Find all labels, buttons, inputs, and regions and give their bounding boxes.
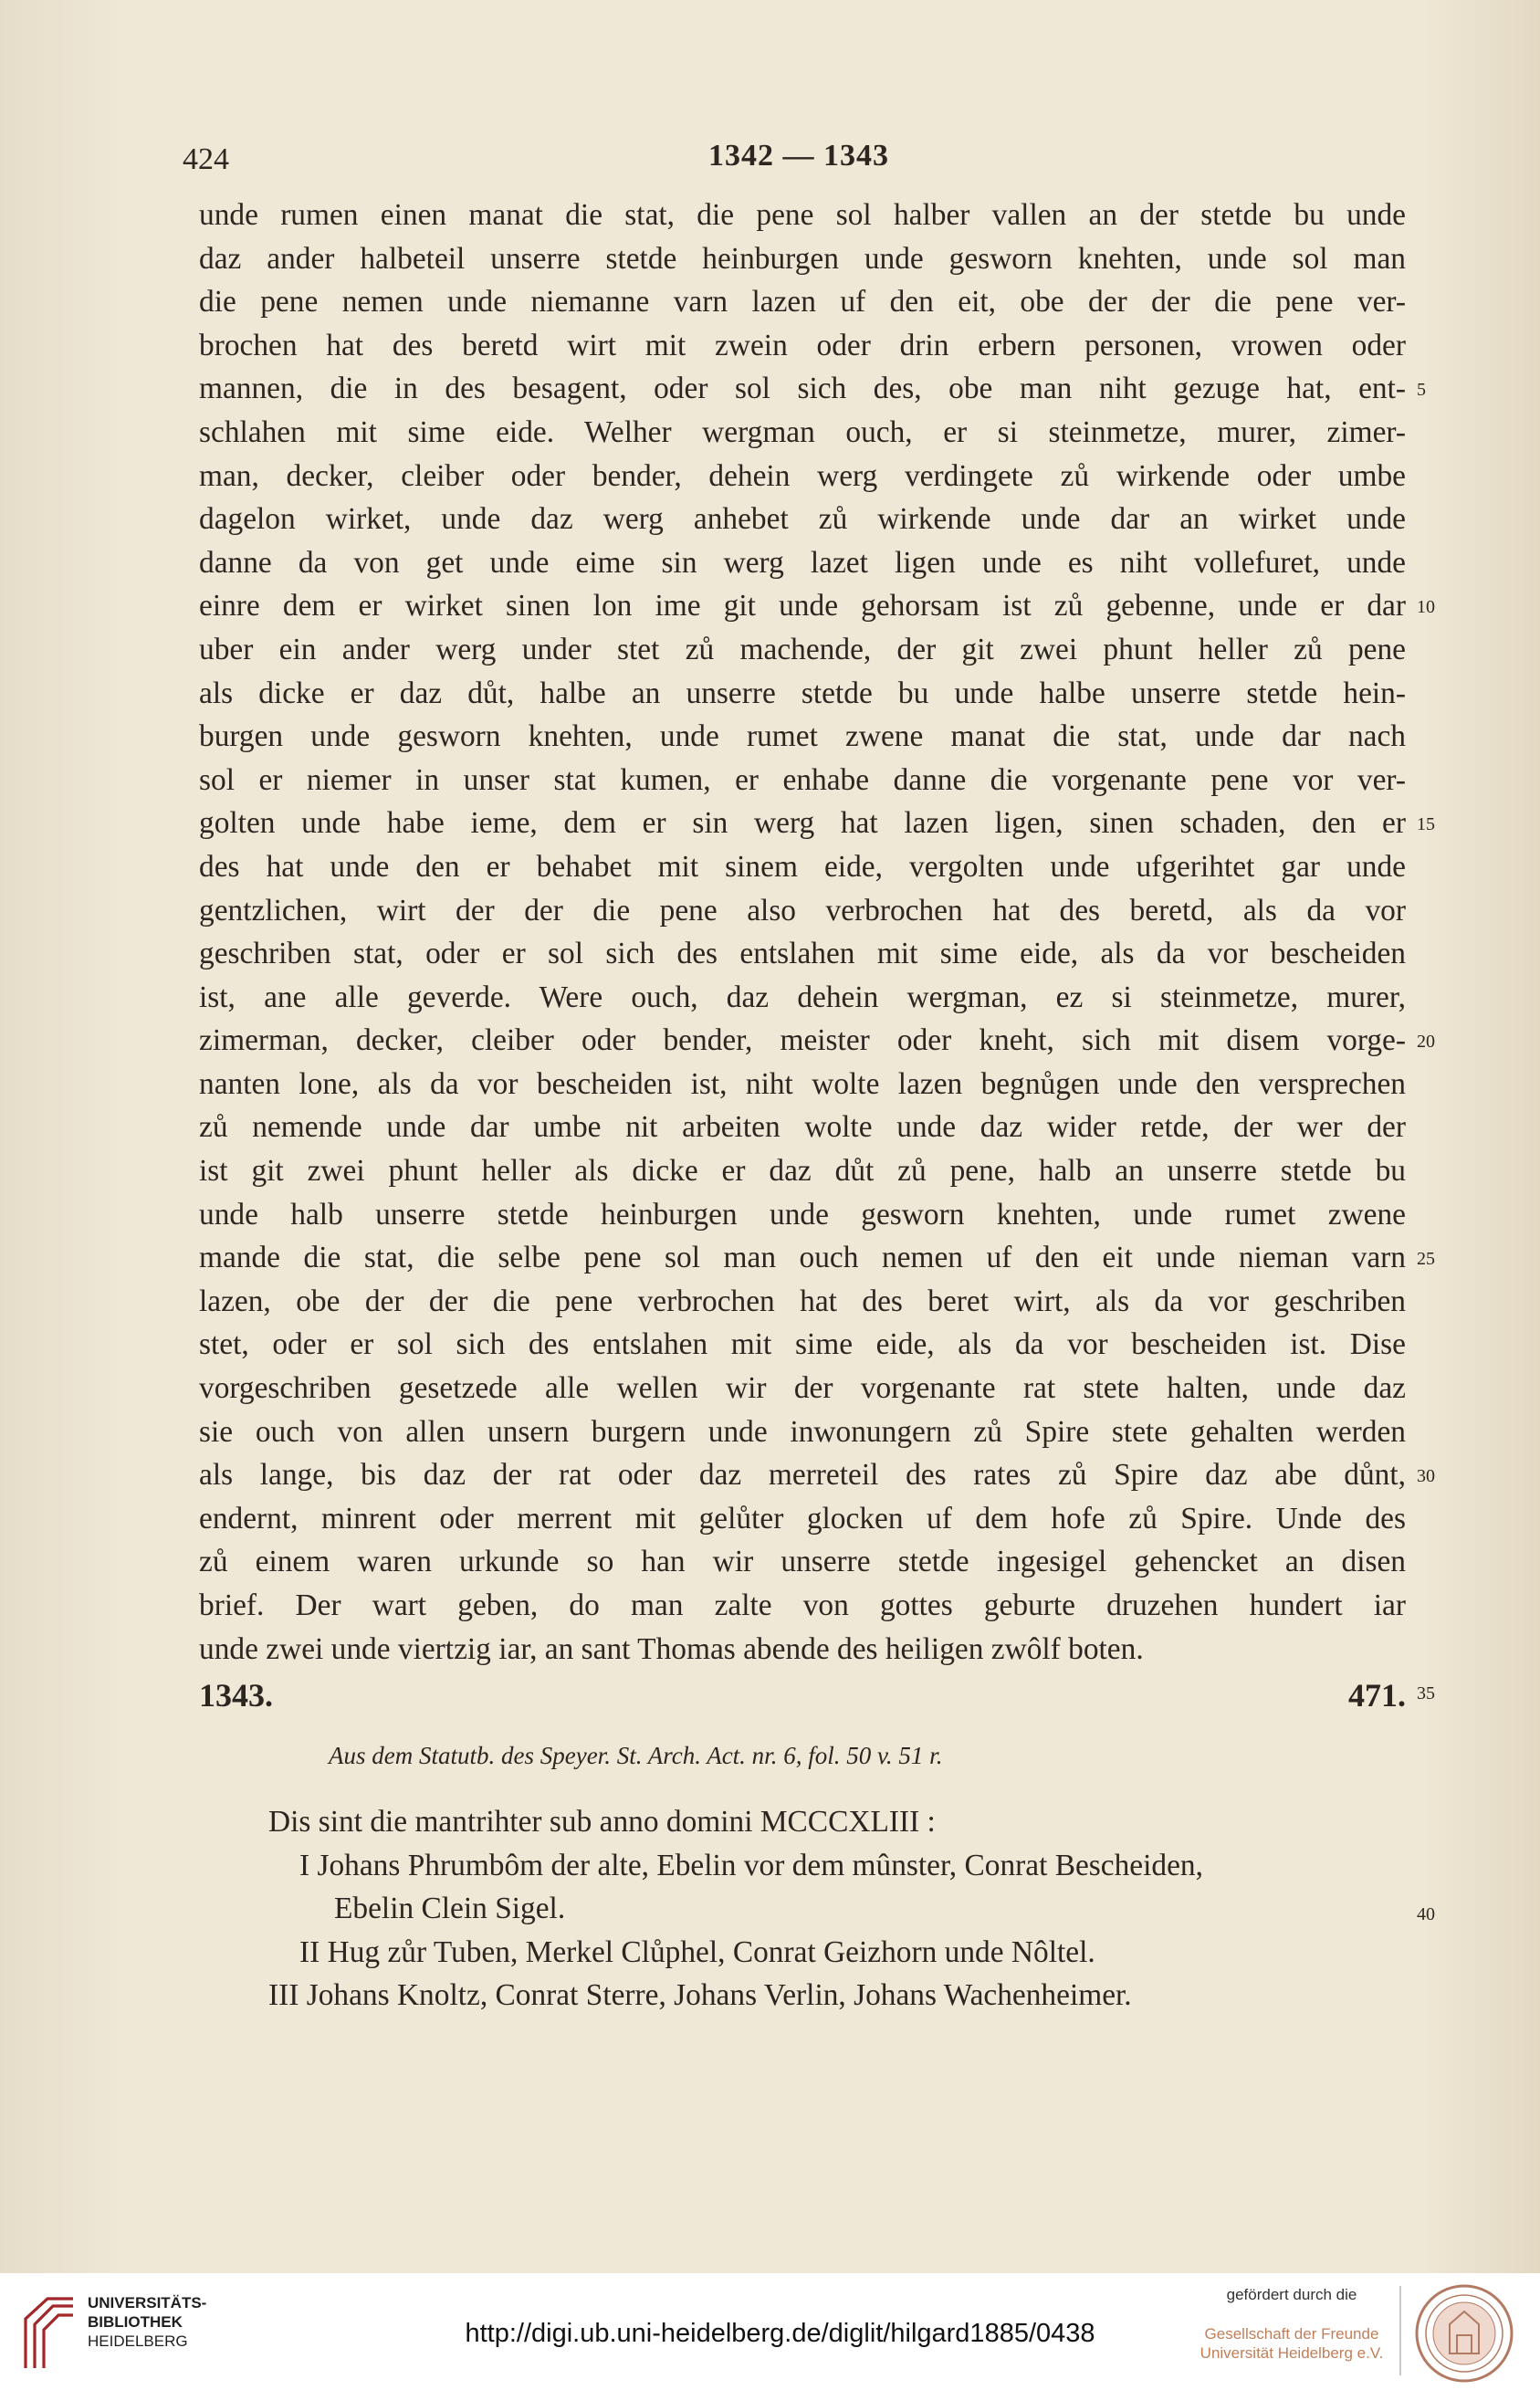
text-line: unde rumen einen manat die stat, die pene sol halber vallen an der stetde bu unde — [199, 198, 1406, 232]
list-item: Ebelin Clein Sigel. — [334, 1892, 566, 1925]
text-line: sie ouch von allen unsern burgern unde inwonungern zů Spire stete gehalten werden — [199, 1414, 1406, 1449]
sponsor-by: gefördert durch die — [1226, 2286, 1357, 2303]
text-line: einre dem er wirket sinen lon ime git unde gehorsam ist zů gebenne, unde er dar — [199, 589, 1406, 624]
running-header — [183, 139, 1415, 184]
text-line: golten unde habe ieme, dem er sin werg hat lazen ligen, sinen schaden, den er — [199, 806, 1406, 841]
list-item: II Hug zůr Tuben, Merkel Clůphel, Conrat Geizhorn unde Nôltel. — [299, 1934, 1095, 1969]
sponsor-block — [1182, 2286, 1401, 2363]
main-text-block — [199, 194, 1406, 1671]
line-number-20: 20 — [1417, 1032, 1435, 1052]
line-number-5: 5 — [1417, 380, 1426, 400]
permalink-url[interactable]: http://digi.ub.uni-heidelberg.de/diglit/hilgard1885/0438 — [465, 2319, 1095, 2348]
list-item: I Johans Phrumbôm der alte, Ebelin vor dem mûnster, Conrat Bescheiden, — [299, 1848, 1203, 1882]
text-line: des hat unde den er behabet mit sinem eide, vergolten unde ufgerihtet gar unde — [199, 849, 1406, 884]
document-year: 1343. — [199, 1677, 273, 1714]
text-line: unde halb unserre stetde heinburgen unde gesworn knehten, unde rumet zwene — [199, 1197, 1406, 1232]
text-line: zimerman, decker, cleiber oder bender, meister oder kneht, sich mit disem vorge- — [199, 1023, 1406, 1058]
text-line: sol er niemer in unser stat kumen, er enhabe danne die vorgenante pene vor ver- — [199, 762, 1406, 797]
text-line: mannen, die in des besagent, oder sol sich des, obe man niht gezuge hat, ent- — [199, 372, 1406, 406]
document-heading — [199, 1676, 1406, 1724]
line-number-10: 10 — [1417, 597, 1435, 617]
text-line: nanten lone, als da vor bescheiden ist, niht wolte lazen begnůgen unde den versprechen — [199, 1066, 1406, 1101]
text-line: geschriben stat, oder er sol sich des entslahen mit sime eide, als da vor bescheiden — [199, 937, 1406, 971]
text-line: dagelon wirket, unde daz werg anhebet zů wirkende unde dar an wirket unde — [199, 502, 1406, 537]
line-number-35: 35 — [1417, 1683, 1435, 1703]
document-number: 471. — [1348, 1677, 1406, 1714]
text-line: burgen unde gesworn knehten, unde rumet zwene manat die stat, unde dar nach — [199, 719, 1406, 754]
source-citation: Aus dem Statutb. des Speyer. St. Arch. Act. nr. 6, fol. 50 v. 51 r. — [329, 1742, 943, 1769]
university-seal-icon — [1413, 2282, 1515, 2385]
line-number-40: 40 — [1417, 1904, 1435, 1924]
list-item: III Johans Knoltz, Conrat Sterre, Johans Verlin, Johans Wachenheimer. — [268, 1978, 1132, 2012]
text-line: zů einem waren urkunde so han wir unserre stetde ingesigel gehencket an disen — [199, 1545, 1406, 1579]
text-line: schlahen mit sime eide. Welher wergman ouch, er si steinmetze, murer, zimer- — [199, 414, 1406, 449]
text-line: die pene nemen unde niemanne varn lazen uf den eit, obe der der die pene ver- — [199, 285, 1406, 320]
footer-divider — [1399, 2286, 1401, 2375]
library-name: UNIVERSITÄTS- BIBLIOTHEK HEIDELBERG — [88, 2294, 207, 2350]
text-line: als dicke er daz důt, halbe an unserre stetde bu unde halbe unserre stetde hein- — [199, 676, 1406, 710]
text-line: ist git zwei phunt heller als dicke er daz důt zů pene, halb an unserre stetde bu — [199, 1154, 1406, 1189]
text-line: danne da von get unde eime sin werg lazet ligen unde es niht vollefuret, unde — [199, 545, 1406, 580]
text-line: daz ander halbeteil unserre stetde heinburgen unde gesworn knehten, unde sol man — [199, 241, 1406, 276]
line-number-30: 30 — [1417, 1466, 1435, 1486]
list-intro: Dis sint die mantrihter sub anno domini MCCCXLIII : — [268, 1805, 936, 1839]
text-line: brief. Der wart geben, do man zalte von gottes geburte druzehen hundert iar — [199, 1588, 1406, 1622]
text-line: unde zwei unde viertzig iar, an sant Thomas abende des heiligen zwôlf boten. — [199, 1631, 1144, 1666]
text-line: endernt, minrent oder merrent mit gelůter glocken uf dem hofe zů Spire. Unde des — [199, 1501, 1406, 1536]
text-line: gentzlichen, wirt der der die pene also verbrochen hat des beretd, als da vor — [199, 893, 1406, 928]
text-line: zů nemende unde dar umbe nit arbeiten wolte unde daz wider retde, der wer der — [199, 1110, 1406, 1145]
text-line: vorgeschriben gesetzede alle wellen wir der vorgenante rat stete halten, unde daz — [199, 1371, 1406, 1406]
mantrihter-list — [268, 1800, 1409, 2018]
footer-bar — [0, 2273, 1540, 2390]
text-line: ist, ane alle geverde. Were ouch, daz dehein wergman, ez si steinmetze, murer, — [199, 980, 1406, 1014]
text-line: man, decker, cleiber oder bender, dehein werg verdingete zů wirkende oder umbe — [199, 458, 1406, 493]
page-number: 424 — [183, 142, 229, 176]
text-line: als lange, bis daz der rat oder daz merreteil des rates zů Spire daz abe důnt, — [199, 1458, 1406, 1493]
text-line: uber ein ander werg under stet zů machende, der git zwei phunt heller zů pene — [199, 632, 1406, 666]
line-number-15: 15 — [1417, 814, 1435, 834]
text-line: stet, oder er sol sich des entslahen mit sime eide, als da vor bescheiden ist. Dise — [199, 1327, 1406, 1362]
header-years: 1342 — 1343 — [708, 139, 889, 173]
sponsor-name: Gesellschaft der Freunde Universität Heidelberg e.V. — [1200, 2325, 1384, 2362]
line-number-25: 25 — [1417, 1249, 1435, 1269]
text-line: mande die stat, die selbe pene sol man ouch nemen uf den eit unde nieman varn — [199, 1241, 1406, 1275]
text-line: lazen, obe der der die pene verbrochen hat des beret wirt, als da vor geschriben — [199, 1284, 1406, 1318]
text-line: brochen hat des beretd wirt mit zwein oder drin erbern personen, vrowen oder — [199, 328, 1406, 362]
